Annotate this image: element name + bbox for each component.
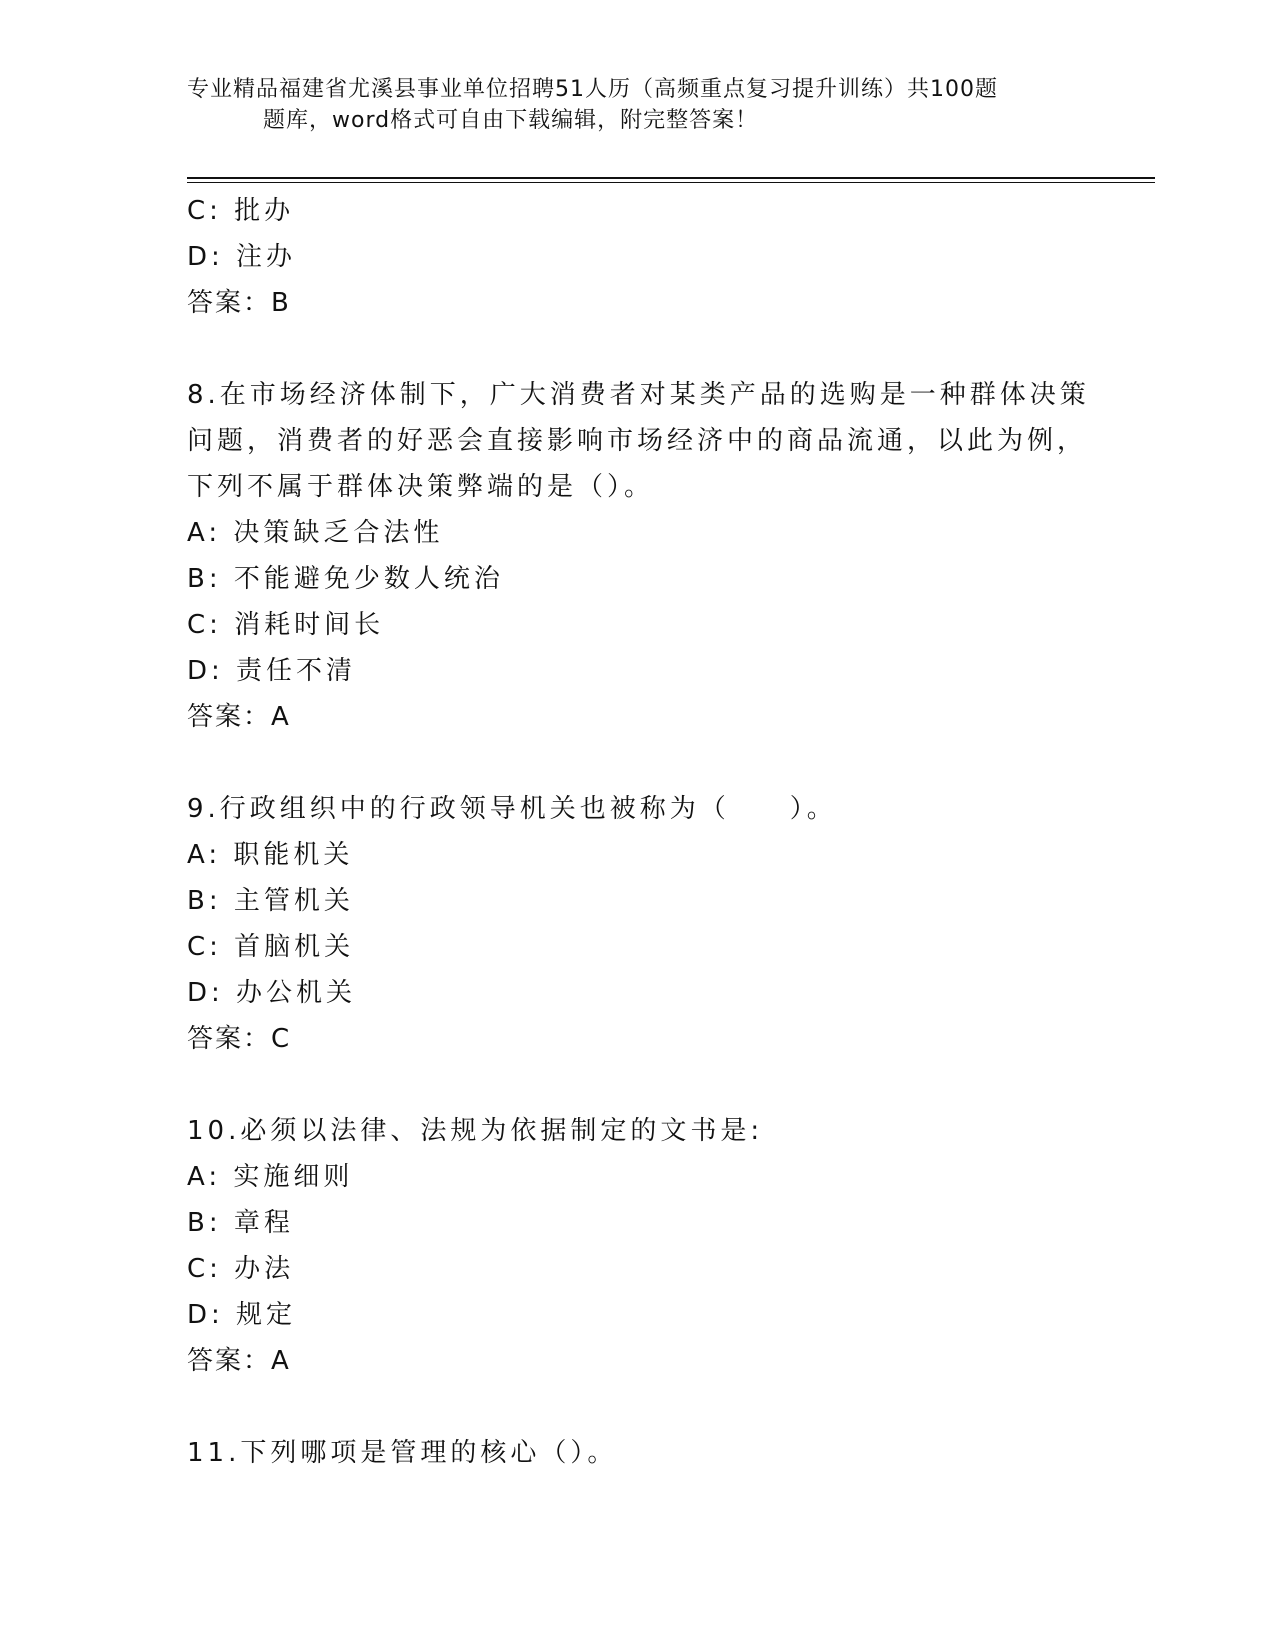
question-text-line-2: 问题，消费者的好恶会直接影响市场经济中的商品流通，以此为例，	[187, 426, 1088, 456]
question-text-line-1: 10.必须以法律、法规为依据制定的文书是:	[187, 1116, 764, 1146]
spacer	[187, 1062, 1087, 1108]
question-text-line-3: 下列不属于群体决策弊端的是（）。	[187, 472, 655, 502]
option-b: B: 章程	[187, 1208, 294, 1238]
option-d: D: 规定	[187, 1300, 297, 1330]
question-text-line-1: 8.在市场经济体制下，广大消费者对某类产品的选购是一种群体决策	[187, 380, 1090, 410]
page-header	[187, 74, 1067, 136]
spacer	[187, 1384, 1087, 1430]
question-list	[187, 188, 1090, 1476]
question-11	[187, 1430, 1087, 1476]
spacer	[187, 326, 1087, 372]
header-title-line-2: 题库，word格式可自由下载编辑，附完整答案！	[263, 108, 759, 133]
option-c: C: 首脑机关	[187, 932, 355, 962]
option-b: B: 主管机关	[187, 886, 354, 916]
question-8	[187, 372, 1090, 740]
option-d: D: 办公机关	[187, 978, 357, 1008]
option-c: C: 批办	[187, 196, 295, 226]
option-c: C: 消耗时间长	[187, 610, 385, 640]
answer-line: 答案：A	[187, 702, 291, 732]
option-c: C: 办法	[187, 1254, 295, 1284]
answer-line: 答案：A	[187, 1346, 291, 1376]
option-d: D: 注办	[187, 242, 297, 272]
question-text-line-1: 11.下列哪项是管理的核心（）。	[187, 1438, 618, 1468]
question-7-tail	[187, 188, 1087, 326]
answer-line: 答案：C	[187, 1024, 292, 1054]
option-a: A: 职能机关	[187, 840, 354, 870]
question-10	[187, 1108, 1087, 1384]
header-divider-thick	[187, 177, 1155, 179]
header-divider-thin	[187, 182, 1155, 183]
question-text-line-1: 9.行政组织中的行政领导机关也被称为（ ）。	[187, 794, 837, 824]
question-9	[187, 786, 1087, 1062]
header-title-line-1: 专业精品福建省尤溪县事业单位招聘51人历（高频重点复习提升训练）共100题	[187, 77, 998, 102]
option-b: B: 不能避免少数人统治	[187, 564, 504, 594]
option-a: A: 决策缺乏合法性	[187, 518, 444, 548]
answer-line: 答案：B	[187, 288, 291, 318]
option-a: A: 实施细则	[187, 1162, 354, 1192]
option-d: D: 责任不清	[187, 656, 357, 686]
spacer	[187, 740, 1087, 786]
